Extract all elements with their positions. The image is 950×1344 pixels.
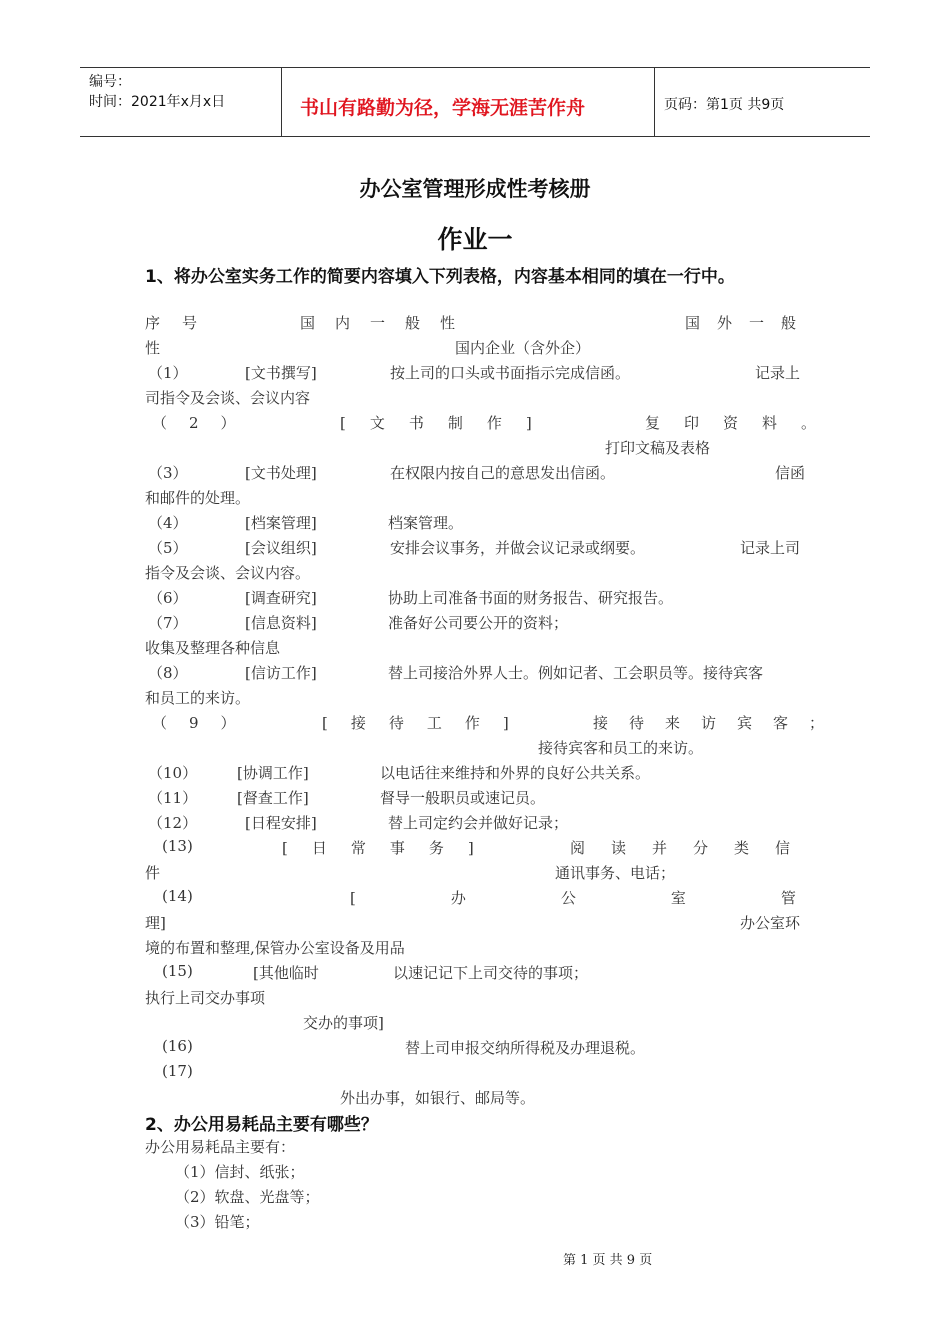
document-title: 办公室管理形成性考核册 xyxy=(359,177,591,201)
row-domestic: 复印资料。 xyxy=(645,414,841,432)
row-domestic: 督导一般职员或速记员。 xyxy=(380,789,546,807)
row-task: [档案管理] xyxy=(245,514,317,532)
row-task: [其他临时 xyxy=(253,964,319,982)
header-divider xyxy=(654,68,655,136)
row-domestic: 替上司接洽外界人士。例如记者、工会职员等。接待宾客 xyxy=(388,664,764,682)
row-domestic: 准备好公司要公开的资料； xyxy=(388,614,569,632)
row-foreign: 办公室环 xyxy=(740,914,801,932)
row-task: [日常事务] xyxy=(282,839,498,857)
answer-item: （2）软盘、光盘等； xyxy=(175,1188,320,1206)
row-foreign: 接待宾客和员工的来访。 xyxy=(538,739,704,757)
row-domestic: 以电话往来维持和外界的良好公共关系。 xyxy=(380,764,651,782)
row-domestic: 在权限内按自己的意思发出信函。 xyxy=(390,464,616,482)
row-task: [接待工作] xyxy=(322,714,532,732)
row-cont: 和邮件的处理。 xyxy=(145,489,251,507)
col-foreign-header: 国外一般 xyxy=(685,314,814,332)
col-header-cont: 性 xyxy=(145,339,161,357)
row-number: （9） xyxy=(152,714,258,732)
row-domestic: 接待来访宾客； xyxy=(593,714,846,732)
row-cont: 理] xyxy=(145,914,166,932)
header-divider xyxy=(281,68,282,136)
row-task: [文书撰写] xyxy=(245,364,317,382)
row-number: （10） xyxy=(148,764,198,782)
number-label: 编号： xyxy=(89,74,131,90)
row-domestic: 以速记记下上司交待的事项； xyxy=(393,964,589,982)
row-domestic: 档案管理。 xyxy=(388,514,464,532)
assignment-title: 作业一 xyxy=(437,225,513,254)
row-domestic: 安排会议事务，并做会议记录或纲要。 xyxy=(390,539,646,557)
row-cont: 执行上司交办事项 xyxy=(145,989,266,1007)
row-task: [办公室管 xyxy=(350,889,891,907)
row-foreign: 信函 xyxy=(775,464,806,482)
col-domestic-header: 国内一般性 xyxy=(300,314,476,332)
row-number: (17) xyxy=(162,1062,193,1080)
answer-item: （1）信封、纸张； xyxy=(175,1163,305,1181)
row-number: （6） xyxy=(148,589,188,607)
page-label: 页码：第1页 共9页 xyxy=(664,97,785,113)
question-2: 2、办公用易耗品主要有哪些？ xyxy=(145,1115,378,1135)
row-domestic: 按上司的口头或书面指示完成信函。 xyxy=(390,364,631,382)
row-number: （5） xyxy=(148,539,188,557)
row-number: （7） xyxy=(148,614,188,632)
row-domestic: 替上司定约会并做好记录； xyxy=(388,814,569,832)
row-task: [信息资料] xyxy=(245,614,317,632)
col-header-cont: 国内企业（含外企） xyxy=(455,339,591,357)
answer-item: （3）铅笔； xyxy=(175,1213,260,1231)
row-number: (14) xyxy=(162,887,193,905)
row-task: [信访工作] xyxy=(245,664,317,682)
row-foreign: 打印文稿及表格 xyxy=(605,439,711,457)
row-number: (15) xyxy=(162,962,193,980)
question-1: 1、将办公室实务工作的简要内容填入下列表格，内容基本相同的填在一行中。 xyxy=(145,267,735,287)
row-cont: 和员工的来访。 xyxy=(145,689,251,707)
row-number: (13) xyxy=(162,837,193,855)
time-label: 时间：2021年x月x日 xyxy=(89,94,226,110)
row-foreign: 记录上司 xyxy=(740,539,801,557)
row-domestic: 协助上司准备书面的财务报告、研究报告。 xyxy=(388,589,674,607)
row-cont: 收集及整理各种信息 xyxy=(145,639,281,657)
document-header xyxy=(80,67,870,137)
row-cont: 指令及会谈、会议内容。 xyxy=(145,564,311,582)
row-foreign: 记录上 xyxy=(755,364,801,382)
motto: 书山有路勤为径，学海无涯苦作舟 xyxy=(300,97,586,119)
row-number: （8） xyxy=(148,664,188,682)
row-number: （4） xyxy=(148,514,188,532)
row-number: （11） xyxy=(148,789,198,807)
row-number: （2） xyxy=(152,414,258,432)
col-seq-header: 序号 xyxy=(145,314,220,332)
row-domestic: 外出办事，如银行、邮局等。 xyxy=(340,1089,536,1107)
row-foreign: 通讯事务、电话； xyxy=(555,864,676,882)
row-task: [会议组织] xyxy=(245,539,317,557)
row-domestic: 替上司申报交纳所得税及办理退税。 xyxy=(405,1039,646,1057)
row-number: （1） xyxy=(148,364,188,382)
row-task: [协调工作] xyxy=(237,764,309,782)
row-task: [文书处理] xyxy=(245,464,317,482)
row-cont: 件 xyxy=(145,864,161,882)
row-number: (16) xyxy=(162,1037,193,1055)
row-cont: 交办的事项] xyxy=(303,1014,384,1032)
row-number: （12） xyxy=(148,814,198,832)
answer-intro: 办公用易耗品主要有： xyxy=(145,1138,296,1156)
row-cont: 司指令及会谈、会议内容 xyxy=(145,389,311,407)
row-task: [调查研究] xyxy=(245,589,317,607)
row-domestic: 阅读并分类信 xyxy=(570,839,817,857)
row-task: [日程安排] xyxy=(245,814,317,832)
page-footer: 第 1 页 共 9 页 xyxy=(563,1253,653,1268)
row-cont: 境的布置和整理,保管办公室设备及用品 xyxy=(145,939,405,957)
row-number: （3） xyxy=(148,464,188,482)
row-task: [督查工作] xyxy=(237,789,309,807)
row-task: [文书制作] xyxy=(340,414,556,432)
